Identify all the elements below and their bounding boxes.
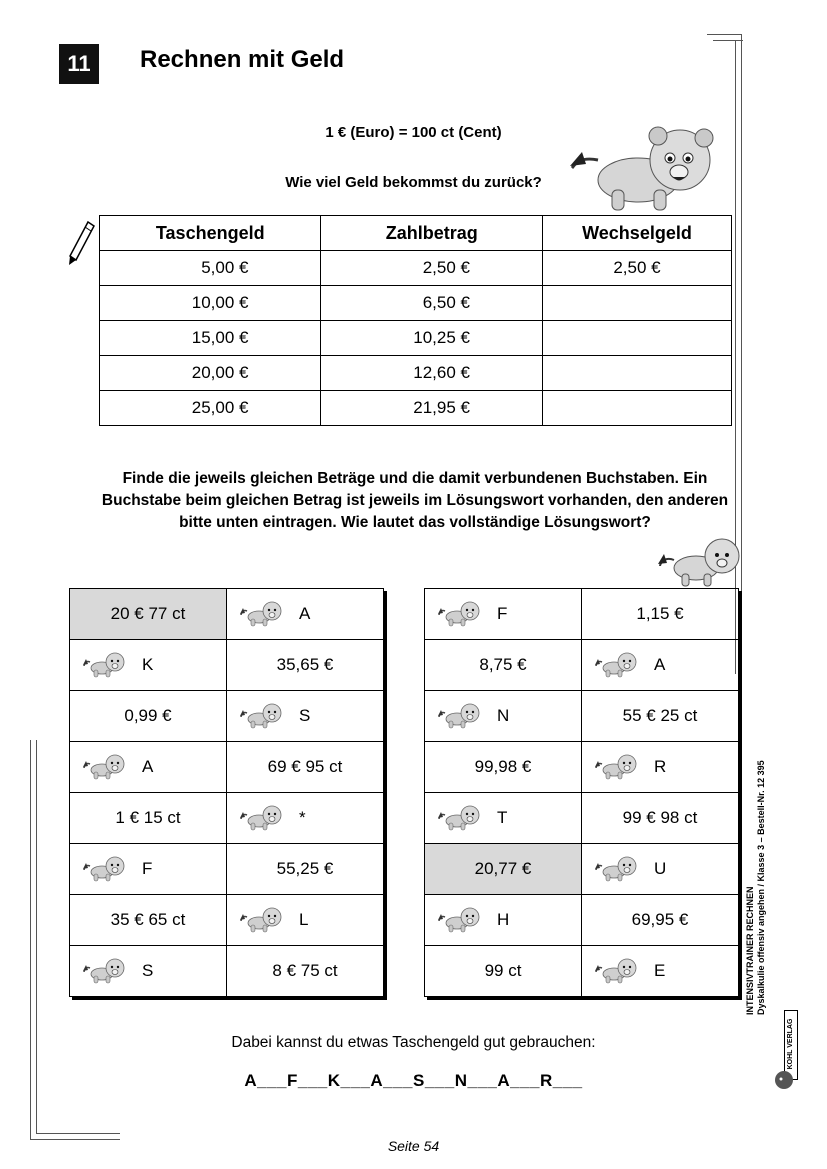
letter-cell xyxy=(227,895,384,946)
letter-cell xyxy=(582,844,739,895)
letter-label: T xyxy=(497,808,508,827)
grid-row xyxy=(70,640,384,691)
side-subtitle: Dyskalkulie offensiv angehen / Klasse 3 – Bestell-Nr. 12 395 xyxy=(756,760,766,1015)
letter-cell-content xyxy=(582,754,738,780)
table-row xyxy=(100,356,732,391)
zahlbetrag-cell: 2,50 € xyxy=(321,251,542,286)
zahlbetrag-cell: 10,25 € xyxy=(321,321,542,356)
grid-row xyxy=(70,946,384,997)
taschengeld-cell: 25,00 € xyxy=(100,391,321,426)
side-title: INTENSIVTRAINER RECHNEN xyxy=(745,886,755,1015)
taschengeld-cell: 10,00 € xyxy=(100,286,321,321)
lion-icon xyxy=(239,907,283,933)
amount-cell: 69 € 95 ct xyxy=(227,742,384,793)
grid-row xyxy=(70,844,384,895)
amount-cell: 20,77 € xyxy=(425,844,582,895)
grid-row xyxy=(70,895,384,946)
matching-grid-right xyxy=(424,588,739,997)
zahlbetrag-cell: 6,50 € xyxy=(321,286,542,321)
amount-cell: 8,75 € xyxy=(425,640,582,691)
hint-text: Dabei kannst du etwas Taschengeld gut gebrauchen: xyxy=(231,1034,596,1051)
grid-row xyxy=(70,793,384,844)
lion-icon xyxy=(594,754,638,780)
lion-icon xyxy=(594,958,638,984)
wechselgeld-cell[interactable] xyxy=(542,286,731,321)
lion-icon xyxy=(239,703,283,729)
column-header: Taschengeld xyxy=(100,216,321,251)
letter-cell-content xyxy=(582,856,738,882)
grid-row xyxy=(70,691,384,742)
taschengeld-cell: 15,00 € xyxy=(100,321,321,356)
lion-icon xyxy=(437,703,481,729)
column-header: Zahlbetrag xyxy=(321,216,542,251)
amount-cell: 20 € 77 ct xyxy=(70,589,227,640)
exercise-number: 11 xyxy=(59,44,99,84)
zahlbetrag-cell: 21,95 € xyxy=(321,391,542,426)
letter-cell xyxy=(227,793,384,844)
letter-cell-content xyxy=(582,652,738,678)
letter-cell-content xyxy=(425,805,581,831)
table-row xyxy=(100,391,732,426)
letter-label: S xyxy=(299,706,311,725)
letter-label: N xyxy=(497,706,510,725)
letter-cell xyxy=(425,589,582,640)
letter-label: A xyxy=(299,604,311,623)
wechselgeld-cell[interactable] xyxy=(542,321,731,356)
table-row xyxy=(100,321,732,356)
letter-cell-content xyxy=(582,958,738,984)
zahlbetrag-cell: 12,60 € xyxy=(321,356,542,391)
instructions-text: Finde die jeweils gleichen Beträge und die damit verbundenen Buchstaben. Ein Buchstabe beim gleichen Betrag ist jeweils im Lösungswort vorhanden, den anderen bitte unten eintragen. Wie lautet das vollständige Lösungswort? xyxy=(101,470,729,531)
letter-cell xyxy=(70,640,227,691)
change-table xyxy=(99,215,732,426)
lion-icon xyxy=(239,601,283,627)
frame-top-line xyxy=(707,34,741,35)
letter-cell-content xyxy=(425,601,581,627)
lion-icon xyxy=(437,805,481,831)
letter-cell xyxy=(70,946,227,997)
letter-cell xyxy=(425,793,582,844)
grid-row xyxy=(425,844,739,895)
column-header: Wechselgeld xyxy=(542,216,731,251)
grid-row xyxy=(425,742,739,793)
letter-label: F xyxy=(142,859,153,878)
letter-cell-content xyxy=(70,754,226,780)
letter-cell-content xyxy=(70,958,226,984)
letter-cell xyxy=(70,742,227,793)
lion-icon xyxy=(594,652,638,678)
page-title: Rechnen mit Geld xyxy=(140,46,345,73)
letter-cell xyxy=(582,946,739,997)
grid-row xyxy=(70,742,384,793)
question-text: Wie viel Geld bekommst du zurück? xyxy=(285,174,542,191)
letter-label: R xyxy=(654,757,667,776)
grid-row xyxy=(425,895,739,946)
amount-cell: 99 € 98 ct xyxy=(582,793,739,844)
letter-label: S xyxy=(142,961,154,980)
grid-row xyxy=(425,793,739,844)
letter-cell xyxy=(227,589,384,640)
grid-row xyxy=(425,640,739,691)
amount-cell: 8 € 75 ct xyxy=(227,946,384,997)
letter-label: E xyxy=(654,961,666,980)
letter-cell-content xyxy=(425,703,581,729)
lion-icon xyxy=(82,754,126,780)
wechselgeld-cell[interactable] xyxy=(542,356,731,391)
letter-cell xyxy=(582,640,739,691)
letter-cell xyxy=(227,691,384,742)
letter-cell xyxy=(425,895,582,946)
conversion-note: 1 € (Euro) = 100 ct (Cent) xyxy=(325,124,502,141)
letter-cell xyxy=(70,844,227,895)
letter-label: L xyxy=(299,910,309,929)
lion-icon xyxy=(437,601,481,627)
table-row xyxy=(100,251,732,286)
grid-row xyxy=(425,946,739,997)
solution-word[interactable]: A___F___K___A___S___N___A___R___ xyxy=(244,1071,583,1090)
lion-icon xyxy=(82,652,126,678)
wechselgeld-cell[interactable]: 2,50 € xyxy=(542,251,731,286)
letter-label: * xyxy=(299,808,306,827)
letter-label: U xyxy=(654,859,667,878)
letter-label: K xyxy=(142,655,154,674)
letter-cell-content xyxy=(425,907,581,933)
pencil-icon xyxy=(66,220,96,266)
taschengeld-cell: 5,00 € xyxy=(100,251,321,286)
lion-icon xyxy=(594,856,638,882)
lion-icon xyxy=(437,907,481,933)
amount-cell: 99,98 € xyxy=(425,742,582,793)
letter-cell-content xyxy=(227,805,383,831)
letter-cell-content xyxy=(70,856,226,882)
amount-cell: 35,65 € xyxy=(227,640,384,691)
amount-cell: 0,99 € xyxy=(70,691,227,742)
lion-illustration-icon xyxy=(568,122,728,216)
small-lion-icon xyxy=(656,536,746,588)
letter-label: H xyxy=(497,910,510,929)
lion-icon xyxy=(82,958,126,984)
amount-cell: 1,15 € xyxy=(582,589,739,640)
letter-cell xyxy=(425,691,582,742)
publisher-logo xyxy=(770,1010,800,1092)
side-publisher-info xyxy=(745,685,789,1015)
grid-row xyxy=(425,691,739,742)
table-row xyxy=(100,286,732,321)
publisher-name: KOHL VERLAG xyxy=(787,1018,794,1070)
frame-bottom-line-inner xyxy=(36,1133,120,1134)
letter-cell-content xyxy=(227,601,383,627)
letter-label: A xyxy=(142,757,154,776)
frame-top-line-inner xyxy=(713,40,743,41)
amount-cell: 35 € 65 ct xyxy=(70,895,227,946)
wechselgeld-cell[interactable] xyxy=(542,391,731,426)
lion-icon xyxy=(82,856,126,882)
letter-label: F xyxy=(497,604,508,623)
amount-cell: 55,25 € xyxy=(227,844,384,895)
letter-cell-content xyxy=(70,652,226,678)
lion-logo-icon xyxy=(770,1068,798,1092)
amount-cell: 1 € 15 ct xyxy=(70,793,227,844)
amount-cell: 69,95 € xyxy=(582,895,739,946)
amount-cell: 99 ct xyxy=(425,946,582,997)
taschengeld-cell: 20,00 € xyxy=(100,356,321,391)
grid-row xyxy=(425,589,739,640)
grid-row xyxy=(70,589,384,640)
letter-cell-content xyxy=(227,907,383,933)
page-number: Seite 54 xyxy=(387,1138,440,1154)
matching-grid-left xyxy=(69,588,384,997)
letter-cell-content xyxy=(227,703,383,729)
lion-icon xyxy=(239,805,283,831)
letter-cell xyxy=(582,742,739,793)
amount-cell: 55 € 25 ct xyxy=(582,691,739,742)
letter-label: A xyxy=(654,655,666,674)
